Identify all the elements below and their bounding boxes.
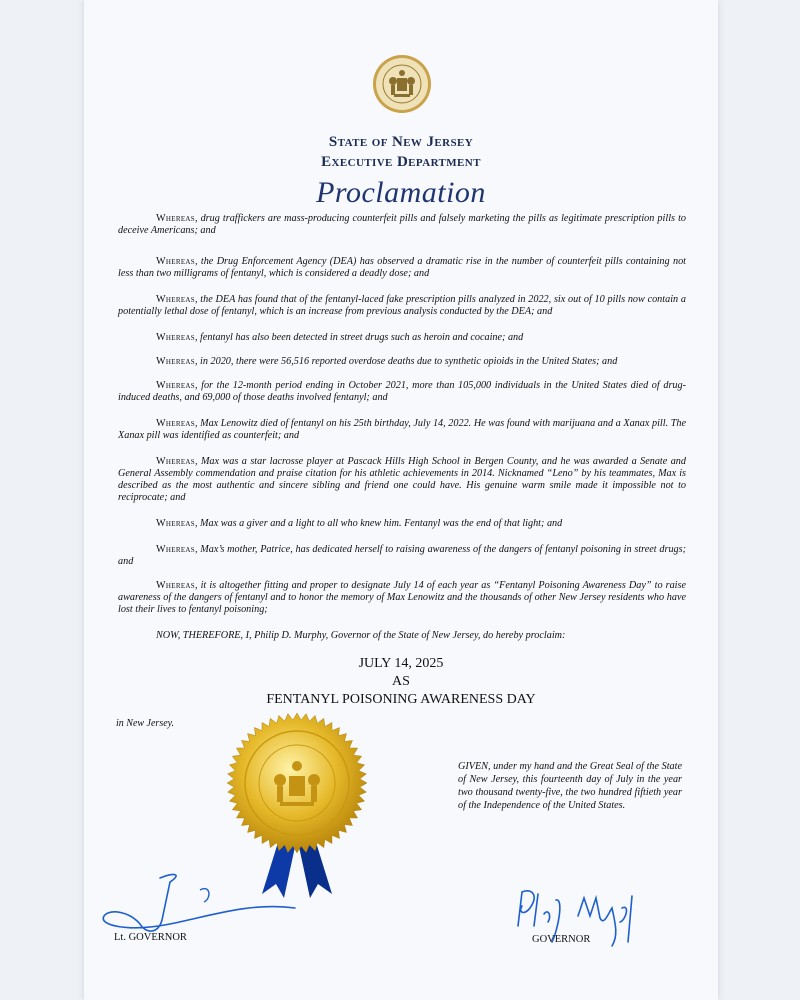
whereas-paragraph [118,544,686,568]
proclamation-document [84,0,718,1000]
whereas-paragraph [118,256,686,280]
paragraph-text: , for the 12-month period ending in October 2021, more than 105,000 individuals in the United States died of drug-induced deaths, and 69,000 of those deaths involved fentanyl; and [118,380,686,403]
whereas-paragraph [118,456,686,504]
proclaimed-day-name: FENTANYL POISONING AWARENESS DAY [266,692,536,707]
paragraph-text: , Max was a star lacrosse player at Pascack Hills High School in Bergen County, and he was awarded a Senate and General Assembly commendation and praise citation for his athletic achievements in 2014. Nicknamed “Leno” by his teammates, Max is described as the most authentic and sincere sibling and friend one could have. His genuine warm smile made it impossible not to reciprocate; and [118,456,686,503]
proclamation-title: Proclamation [316,176,486,209]
whereas-paragraph [118,294,686,318]
lt-governor-label: Lt. GOVERNOR [114,932,187,943]
in-new-jersey-text: in New Jersey. [116,718,175,729]
state-seal-icon [372,54,432,114]
whereas-label: Whereas [156,518,195,529]
paragraph-text: , fentanyl has also been detected in street drugs such as heroin and cocaine; and [194,332,524,343]
whereas-paragraph [118,518,686,530]
governor-label: GOVERNOR [532,934,591,945]
whereas-label: Whereas [156,294,195,305]
whereas-label: Whereas [156,213,195,224]
whereas-paragraph [118,418,686,442]
now-therefore-paragraph: NOW, THEREFORE, I, Philip D. Murphy, Governor of the State of New Jersey, do hereby proclaim: [156,630,566,641]
whereas-paragraph [118,356,686,368]
paragraph-text: , it is altogether fitting and proper to designate July 14 of each year as “Fentanyl Poisoning Awareness Day” to raise awareness of the dangers of fentanyl and to honor the memory of Max Lenowitz and the thousands of other New Jersey residents who have lost their lives to fentanyl poisoning; [118,580,686,615]
paragraph-text: , Max’s mother, Patrice, has dedicated herself to raising awareness of the dangers of fentanyl poisoning in street drugs; and [118,544,686,567]
paragraph-text: , Max was a giver and a light to all who knew him. Fentanyl was the end of that light; and [194,518,563,529]
whereas-label: Whereas [156,380,195,391]
whereas-label: Whereas [156,456,195,467]
proclaimed-as: AS [392,674,410,689]
state-heading: State of New Jersey [328,134,474,150]
whereas-label: Whereas [156,332,195,343]
paragraph-text: , the DEA has found that of the fentanyl-laced fake prescription pills analyzed in 2022, six out of 10 pills now contain a potentially lethal dose of fentanyl, which is an increase from previous analysis conducted by the DEA; and [118,294,686,317]
whereas-paragraph [118,213,686,237]
whereas-paragraph [118,380,686,404]
given-statement: GIVEN, under my hand and the Great Seal of the State of New Jersey, this fourteenth day of July in the year two thousand twenty-five, the two hundred fiftieth year of the Independence of the United States. [458,761,682,811]
department-heading: Executive Department [321,154,481,170]
paragraph-text: , the Drug Enforcement Agency (DEA) has observed a dramatic rise in the number of counterfeit pills containing not less than two milligrams of fentanyl, which is considered a deadly dose; and [118,256,686,279]
paragraph-text: , Max Lenowitz died of fentanyl on his 25th birthday, July 14, 2022. He was found with marijuana and a Xanax pill. The Xanax pill was identified as counterfeit; and [118,418,686,441]
proclaimed-date: JULY 14, 2025 [358,656,444,671]
whereas-label: Whereas [156,256,195,267]
whereas-label: Whereas [156,356,195,367]
whereas-label: Whereas [156,580,195,591]
whereas-label: Whereas [156,418,195,429]
whereas-paragraph [118,580,686,616]
governor-signature-icon [508,886,648,956]
whereas-paragraph [118,332,686,344]
paragraph-text: , in 2020, there were 56,516 reported overdose deaths due to synthetic opioids in the United States; and [194,356,618,367]
paragraph-text: , drug traffickers are mass-producing counterfeit pills and falsely marketing the pills as legitimate prescription pills to deceive Americans; and [118,213,686,236]
whereas-label: Whereas [156,544,195,555]
